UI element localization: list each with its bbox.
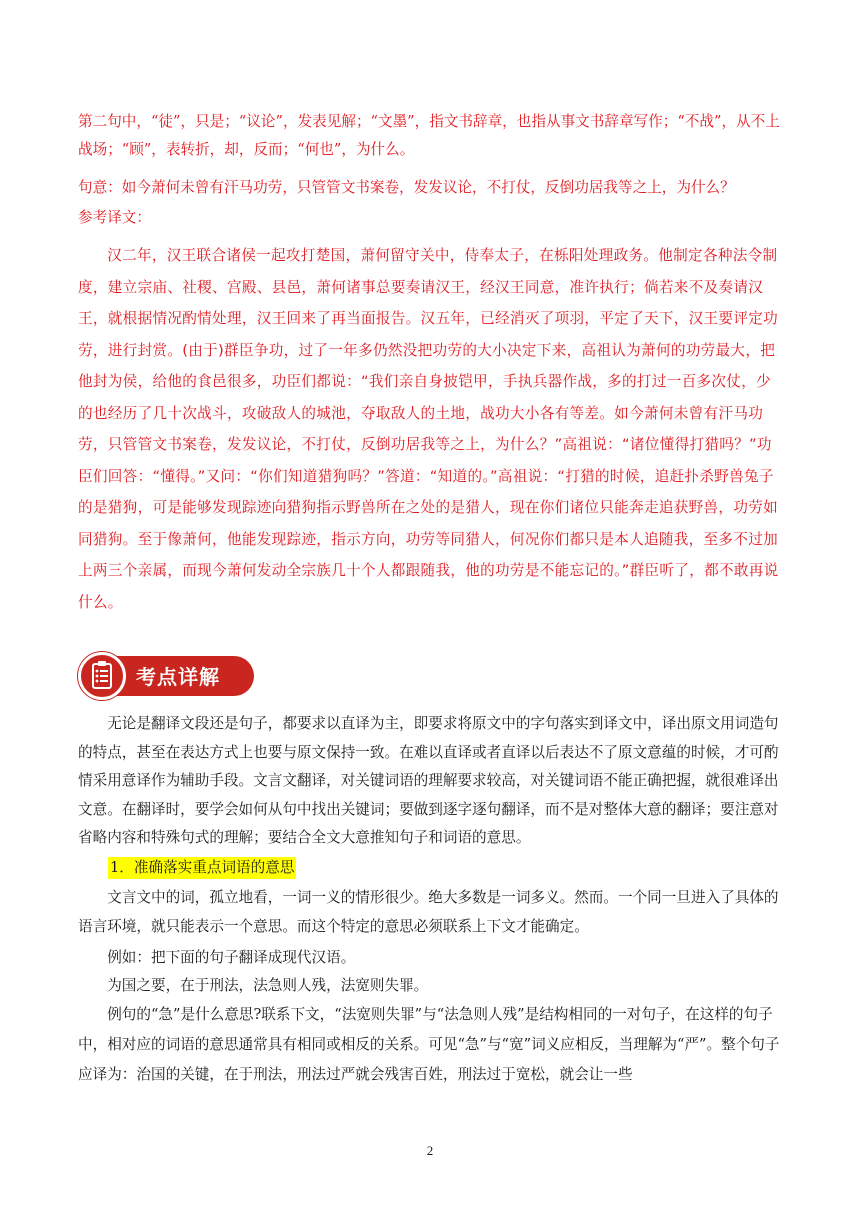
example-prompt: 例如：把下面的句子翻译成现代汉语。 bbox=[107, 949, 356, 966]
reference-translation: 汉二年，汉王联合诸侯一起攻打楚国，萧何留守关中，侍奉太子，在栎阳处理政务。他制定各种法令制度，建立宗庙、社稷、宫殿、县邑，萧何诸事总要奏请汉王，经汉王同意，准许执行；倘若来不及奏请汉王，就根据情况酌情处理，汉王回来了再当面报告。汉五年，已经消灭了项羽，平定了天下，汉王要评定功劳，进行封赏。(由于)群臣争功，过了一年多仍然没把功劳的大小决定下来，高祖认为萧何的功劳最大，把他封为侯，给他的食邑很多，功臣们都说：“我们亲自身披铠甲，手执兵器作战，多的打过一百多次仗，少的也经历了几十次战斗，攻破敌人的城池，夺取敌人的土地，战功大小各有等差。如今萧何未曾有汗马功劳，只管管文书案卷，发发议论，不打仗，反倒功居我等之上，为什么？”高祖说：“诸位懂得打猎吗？”功臣们回答：“懂得。”又问：“你们知道猎狗吗？”答道：“知道的。”高祖说：“打猎的时候，追赶扑杀野兽兔子的是猎狗，可是能够发现踪迹向猎狗指示野兽所在之处的是猎人，现在你们诸位只能奔走追获野兽，功劳如同猎狗。至于像萧何，他能发现踪迹，指示方向，功劳等同猎人，何况你们都只是本人追随我，至多不过加上两三个亲属，而现今萧何发动全宗族几十个人都跟随我，他的功劳是不能忘记的。”群臣听了，都不敢再说什么。 bbox=[78, 247, 779, 611]
notes-line-2: 句意：如今萧何未曾有汗马功劳，只管管文书案卷，发发议论，不打仗，反倒功居我等之上，为什么？ bbox=[78, 179, 735, 196]
example-sentence: 为国之要，在于刑法，法急则人残，法宽则失罪。 bbox=[107, 977, 429, 994]
intro-paragraph: 无论是翻译文段还是句子，都要求以直译为主，即要求将原文中的字句落实到译文中，译出原文用词造句的特点，甚至在表达方式上也要与原文保持一致。在难以直译或者直译以后表达不了原文意蕴的时候，才可酌情采用意译作为辅助手段。文言文翻译，对关键词语的理解要求较高，对关键词语不能正确把握，就很难译出文意。在翻译时，要学会如何从句中找出关键词；要做到逐字逐句翻译，而不是对整体大意的翻译；要注意对省略内容和特殊句式的理解；要结合全文大意推知句子和词语的意思。 bbox=[78, 715, 779, 846]
paragraph-word-meaning: 文言文中的词，孤立地看，一词一义的情形很少。绝大多数是一词多义。然而。一个同一旦进入了具体的语言环境，就只能表示一个意思。而这个特定的意思必须联系上下文才能确定。 bbox=[78, 889, 779, 935]
notes-line-1: 第二句中，“徒”，只是；“议论”，发表见解；“文墨”，指文书辞章，也指从事文书辞章写作；“不战”，从不上战场；“顾”，表转折，却，反而；“何也”，为什么。 bbox=[78, 113, 780, 158]
highlighted-heading: 1．准确落实重点词语的意思 bbox=[108, 857, 296, 879]
section-banner bbox=[78, 652, 254, 700]
example-analysis: 例句的“急”是什么意思?联系下文，“法宽则失罪”与“法急则人残”是结构相同的一对句子，在这样的句子中，相对应的词语的意思通常具有相同或相反的关系。可见“急”与“宽”词义应相反，当理解为“严”。整个句子应译为：治国的关键，在于刑法，刑法过严就会残害百姓，刑法过于宽松，就会让一些 bbox=[78, 1006, 780, 1083]
page-number: 2 bbox=[426, 1143, 434, 1158]
section-title: 考点详解 bbox=[136, 665, 220, 689]
notes-line-3: 参考译文： bbox=[78, 209, 151, 226]
clipboard-icon bbox=[78, 652, 126, 700]
